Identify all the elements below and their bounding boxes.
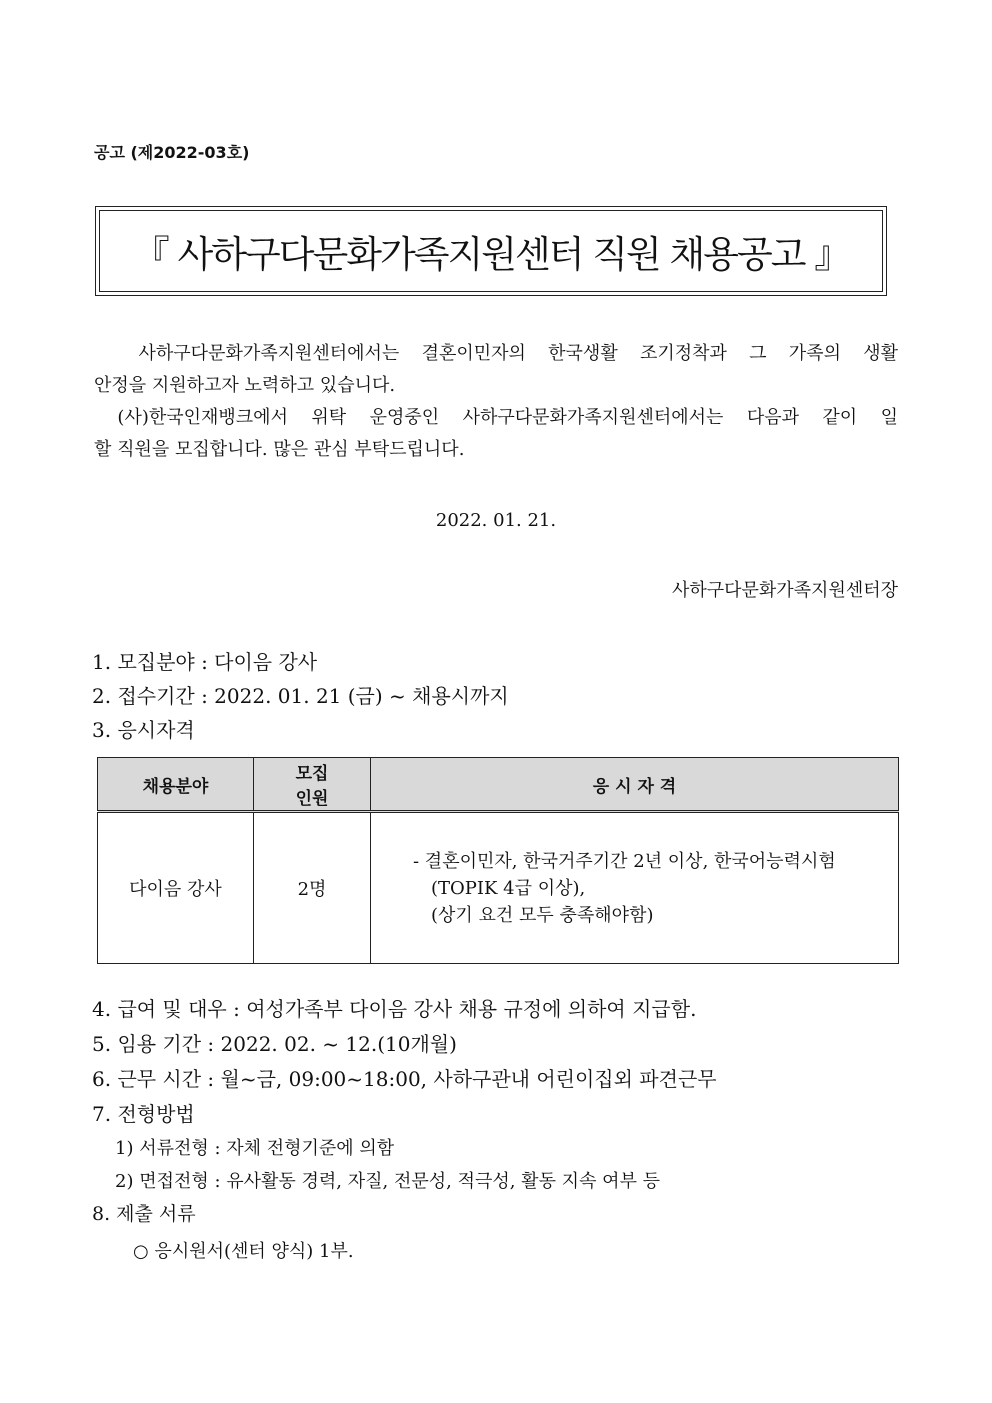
cell-count: 2명 [254, 812, 371, 964]
item-qualification: 3. 응시자격 [92, 718, 195, 742]
table-row [98, 812, 899, 964]
title-box [95, 206, 887, 296]
header-qualification: 응 시 자 격 [371, 758, 899, 812]
intro-line: 할 직원을 모집합니다. 많은 관심 부탁드립니다. [94, 439, 465, 460]
page-title: 『 사하구다문화가족지원센터 직원 채용공고 』 [99, 210, 883, 292]
item-hours: 6. 근무 시간 : 월~금, 09:00~18:00, 사하구관내 어린이집외 파견근무 [92, 1067, 717, 1091]
notice-date: 2022. 01. 21. [435, 510, 557, 531]
header-count-line: 인원 [295, 789, 329, 809]
table-header-row [98, 758, 899, 812]
intro-line: 사하구다문화가족지원센터에서는 결혼이민자의 한국생활 조기정착과 그 가족의 생활 [94, 343, 898, 364]
item-selection-document: 1) 서류전형 : 자체 전형기준에 의함 [115, 1138, 395, 1159]
intro-line: 안정을 지원하고자 노력하고 있습니다. [94, 375, 396, 396]
intro-line: (사)한국인재뱅크에서 위탁 운영중인 사하구다문화가족지원센터에서는 다음과 같이 일 [94, 407, 898, 428]
header-count-line: 모집 [295, 764, 329, 784]
item-period: 2. 접수기간 : 2022. 01. 21 (금) ~ 채용시까지 [92, 684, 509, 708]
header-field: 채용분야 [98, 758, 254, 812]
qual-line: (상기 요건 모두 충족해야함) [431, 904, 654, 926]
item-selection: 7. 전형방법 [92, 1102, 195, 1126]
cell-qualification [371, 812, 899, 964]
qualification-table [97, 757, 899, 964]
item-documents-application: ○ 응시원서(센터 양식) 1부. [133, 1241, 354, 1262]
item-field: 1. 모집분야 : 다이음 강사 [92, 650, 318, 674]
intro-paragraph [94, 338, 898, 466]
item-documents: 8. 제출 서류 [92, 1203, 196, 1225]
item-salary: 4. 급여 및 대우 : 여성가족부 다이음 강사 채용 규정에 의하여 지급함. [92, 997, 697, 1021]
item-selection-interview: 2) 면접전형 : 유사활동 경력, 자질, 전문성, 적극성, 활동 지속 여부 등 [115, 1171, 661, 1192]
item-term: 5. 임용 기간 : 2022. 02. ~ 12.(10개월) [92, 1032, 457, 1056]
notice-number: 공고 (제2022-03호) [94, 143, 250, 162]
signer: 사하구다문화가족지원센터장 [671, 580, 898, 601]
qual-line: - 결혼이민자, 한국거주기간 2년 이상, 한국어능력시험 [413, 850, 836, 872]
cell-field: 다이음 강사 [98, 812, 254, 964]
qual-line: (TOPIK 4급 이상), [431, 877, 586, 899]
header-count [254, 758, 371, 812]
